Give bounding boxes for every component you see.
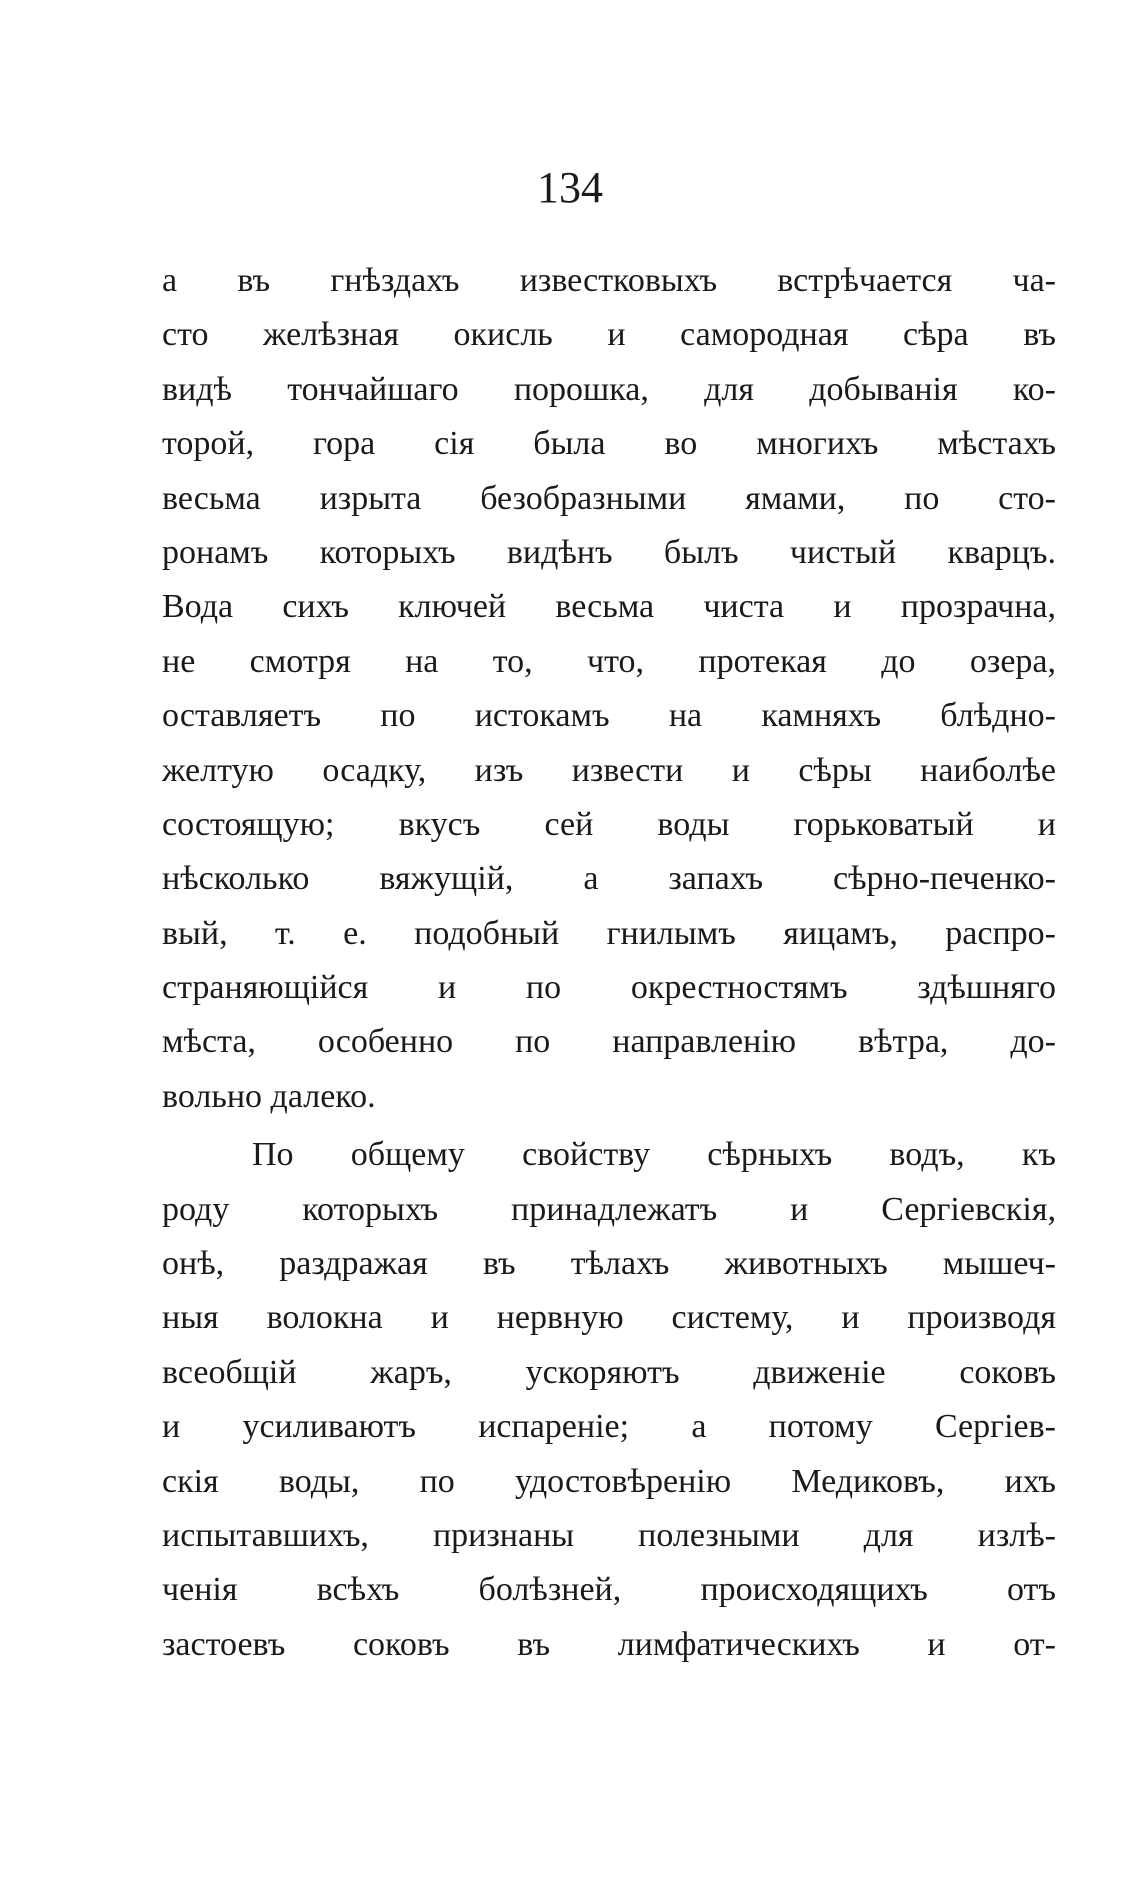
text-line: скія воды, по удостовѣренію Медиковъ, ихъ	[162, 1462, 1056, 1500]
text-line: торой, гора сія была во многихъ мѣстахъ	[162, 425, 1056, 463]
page-number: 134	[537, 163, 603, 212]
text-line: всеобщій жаръ, ускоряютъ движеніе соковъ	[162, 1353, 1056, 1391]
text-line: состоящую; вкусъ сей воды горьковатый и	[162, 805, 1056, 843]
text-line: мѣста, особенно по направленію вѣтра, до-	[162, 1023, 1056, 1061]
text-line: вольно далеко.	[162, 1077, 376, 1115]
paragraph-1	[162, 254, 1056, 1124]
text-line: нѣсколько вяжущій, а запахъ сѣрно-печенко-	[162, 860, 1056, 898]
text-line: онѣ, раздражая въ тѣлахъ животныхъ мышеч-	[162, 1245, 1056, 1283]
text-line: ронамъ которыхъ видѣнъ былъ чистый кварцъ.	[162, 533, 1056, 571]
text-line: видѣ тончайшаго порошка, для добыванія ко-	[162, 370, 1056, 408]
text-line: вый, т. е. подобный гнилымъ яицамъ, распро-	[162, 914, 1056, 952]
text-line: Вода сихъ ключей весьма чиста и прозрачна,	[162, 588, 1056, 626]
text-line: желтую осадку, изъ извести и сѣры наиболѣе	[162, 751, 1056, 789]
text-line: ныя волокна и нервную систему, и производя	[162, 1299, 1056, 1337]
text-line: испытавшихъ, признаны полезными для излѣ-	[162, 1516, 1056, 1554]
text-line: а въ гнѣздахъ известковыхъ встрѣчается ча-	[162, 262, 1056, 299]
text-line: сто желѣзная окисль и самородная сѣра въ	[162, 316, 1056, 354]
text-line: роду которыхъ принадлежатъ и Сергіевскія,	[162, 1190, 1056, 1228]
text-line: оставляетъ по истокамъ на камняхъ блѣдно-	[162, 697, 1056, 735]
text-line: застоевъ соковъ въ лимфатическихъ и от-	[162, 1625, 1056, 1663]
paragraph-2	[162, 1128, 1056, 1672]
text-line: страняющійся и по окрестностямъ здѣшняго	[162, 969, 1056, 1007]
body-text	[162, 254, 1056, 1672]
text-line: ченія всѣхъ болѣзней, происходящихъ отъ	[162, 1571, 1056, 1609]
text-line: не смотря на то, что, протекая до озера,	[162, 642, 1056, 680]
text-line: По общему свойству сѣрныхъ водъ, къ	[252, 1136, 1056, 1174]
text-line: и усиливаютъ испареніе; а потому Сергіев-	[162, 1408, 1056, 1446]
text-line: весьма изрыта безобразными ямами, по сто-	[162, 479, 1056, 517]
